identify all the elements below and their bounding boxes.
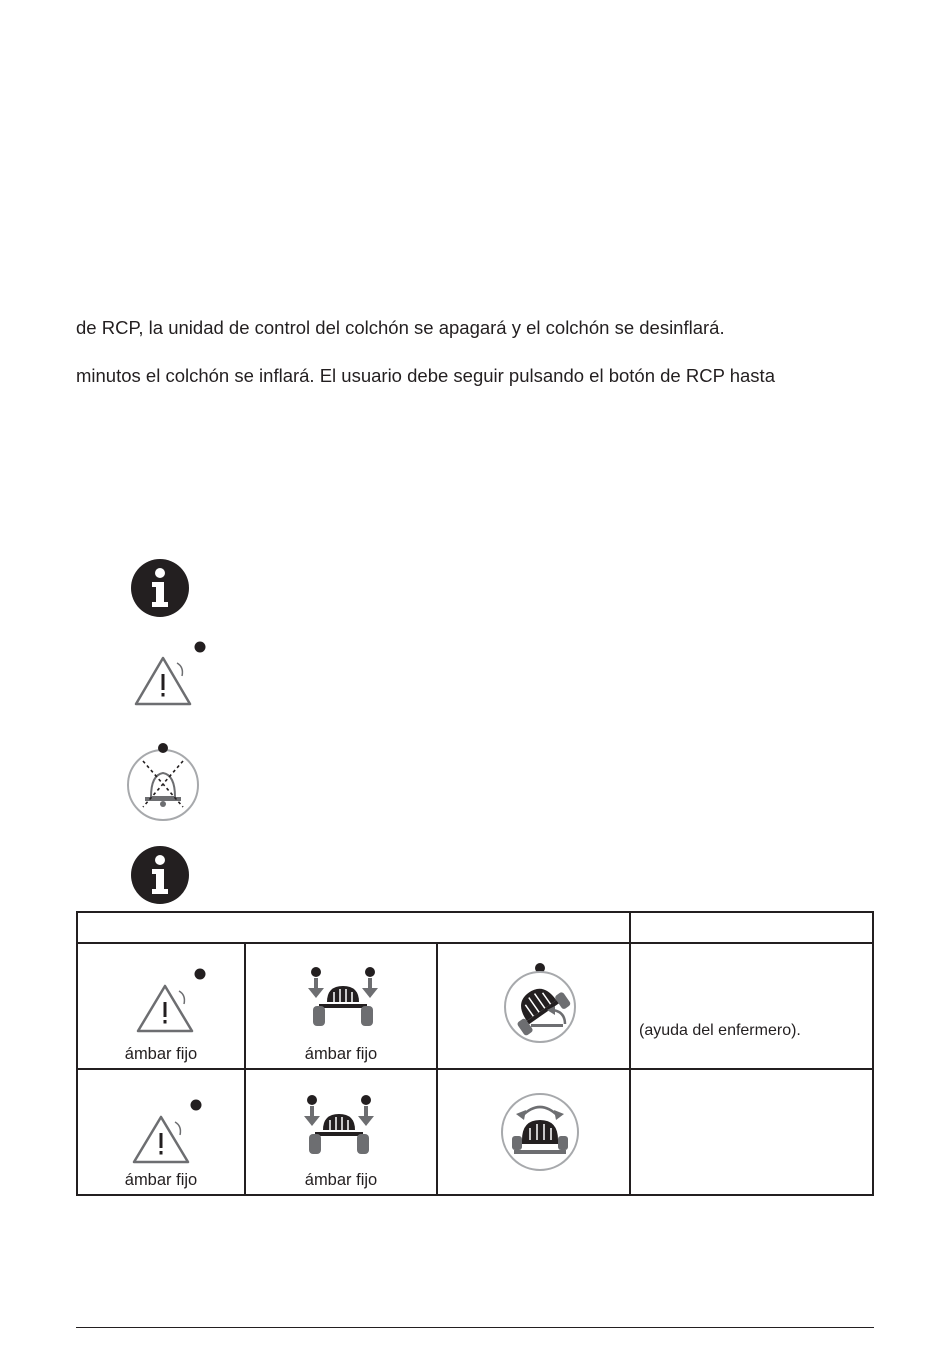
- table-divider: [244, 942, 246, 1196]
- mattress-rotation-icon: [500, 1092, 580, 1172]
- footer-divider: [76, 1327, 874, 1328]
- paragraph-line-1: de RCP, la unidad de control del colchón se apagará y el colchón se desinflará.: [76, 317, 725, 338]
- mattress-led-icon: [301, 966, 385, 1030]
- table-divider: [629, 911, 631, 1196]
- status-caption: ámbar fijo: [124, 1045, 198, 1063]
- warning-led-icon: [134, 640, 208, 708]
- table-divider: [76, 1068, 874, 1070]
- alarm-mute-icon: [125, 741, 201, 823]
- info-icon: [130, 845, 190, 905]
- info-icon: [130, 558, 190, 618]
- warning-led-icon: [134, 966, 208, 1034]
- warning-led-icon: [130, 1097, 204, 1165]
- patient-turn-icon: [501, 960, 579, 1044]
- row-note: (ayuda del enfermero).: [639, 1022, 801, 1039]
- paragraph-line-2: minutos el colchón se inflará. El usuario debe seguir pulsando el botón de RCP hasta: [76, 365, 775, 386]
- status-caption: ámbar fijo: [304, 1171, 378, 1189]
- status-caption: ámbar fijo: [124, 1171, 198, 1189]
- mattress-led-icon: [297, 1094, 381, 1158]
- table-divider: [436, 942, 438, 1196]
- table-divider: [76, 942, 874, 944]
- status-caption: ámbar fijo: [304, 1045, 378, 1063]
